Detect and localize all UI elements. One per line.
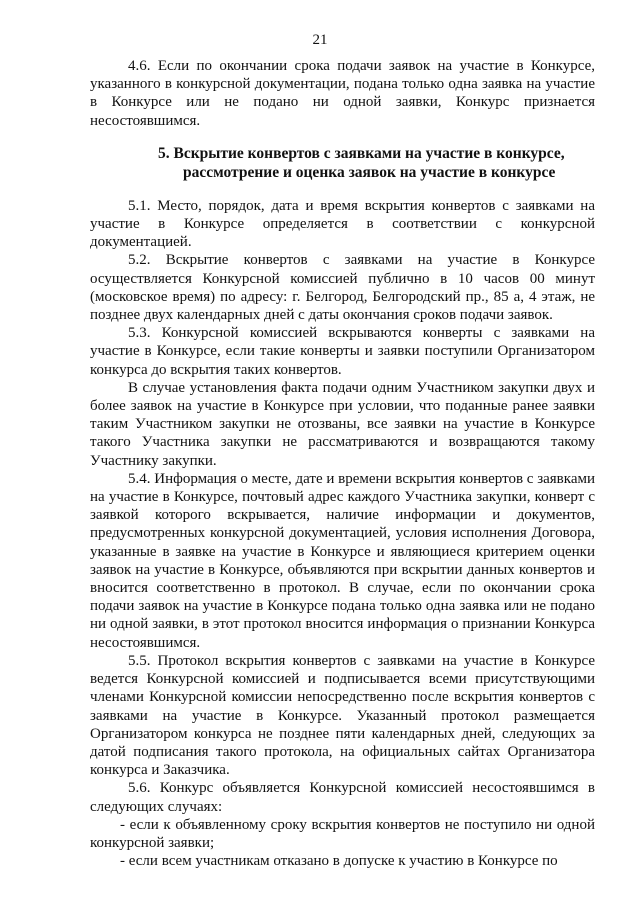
page-content	[90, 57, 595, 870]
paragraph-5-2: 5.2. Вскрытие конвертов с заявками на участие в Конкурсе осуществляется Конкурсной комиссией публично в 10 часов 00 минут (московское время) по адресу: г. Белгород, Белгородский пр., 85 а, 4 этаж, не позднее двух календарных дней с даты окончания сроков подачи заявок.	[90, 252, 595, 324]
paragraph-5-3-continued: В случае установления факта подачи одним Участником закупки двух и более заявок на участие в Конкурсе при условии, что поданные ранее заявки таким Участником закупки не отозваны, все заявки на участие в Конкурсе такого Участника закупки не рассматриваются и возвращаются такому Участнику закупки.	[90, 379, 595, 469]
paragraph-5-3: 5.3. Конкурсной комиссией вскрываются конверты с заявками на участие в Конкурсе, если такие конверты и заявки поступили Организатором конкурса до вскрытия таких конвертов.	[90, 325, 595, 378]
section-heading	[90, 144, 595, 182]
paragraph-4-6: 4.6. Если по окончании срока подачи заявок на участие в Конкурсе, указанного в конкурсной документации, подана только одна заявка на участие в Конкурсе или не подано ни одной заявки, Конкурс признается несостоявшимся.	[90, 58, 595, 129]
list-item: - если к объявленному сроку вскрытия конвертов не поступило ни одной конкурсной заявки;	[90, 816, 595, 851]
section-heading-line-2: рассмотрение и оценка заявок на участие в конкурсе	[183, 163, 556, 181]
page-number: 21	[312, 32, 328, 48]
paragraph-5-4: 5.4. Информация о месте, дате и времени вскрытия конвертов с заявками на участие в Конкурсе, почтовый адрес каждого Участника закупки, конверт с заявкой которого вскрывается, наличие информации и документов, предусмотренных конкурсной документацией, условия исполнения Договора, указанные в заявке на участие в Конкурсе и являющиеся критерием оценки заявок на участие в Конкурсе, объявляются при вскрытии данных конвертов и вносится соответственно в протокол. В случае, если по окончании срока подачи заявок на участие в Конкурсе подана только одна заявка или не подано ни одной заявки, в этот протокол вносится информация о признании Конкурса несостоявшимся.	[90, 470, 595, 651]
list-item: - если всем участникам отказано в допуске к участию в Конкурсе по	[120, 853, 558, 870]
paragraph-5-1: 5.1. Место, порядок, дата и время вскрытия конвертов с заявками на участие в Конкурсе определяется в соответствии с конкурсной документацией.	[90, 197, 595, 251]
section-heading-line-1: 5. Вскрытие конвертов с заявками на участие в конкурсе,	[158, 144, 565, 162]
paragraph-5-5: 5.5. Протокол вскрытия конвертов с заявками на участие в Конкурсе ведется Конкурсной комиссией и подписывается всеми присутствующими членами Конкурсной комиссии непосредственно после вскрытия конвертов с заявками на участие в Конкурсе. Указанный протокол размещается Организатором конкурса не позднее пяти календарных дней, следующих за датой подписания такого протокола, на официальных сайтах Организатора конкурса и Заказчика.	[90, 652, 595, 779]
paragraph-5-6: 5.6. Конкурс объявляется Конкурсной комиссией несостоявшимся в следующих случаях:	[90, 780, 595, 815]
